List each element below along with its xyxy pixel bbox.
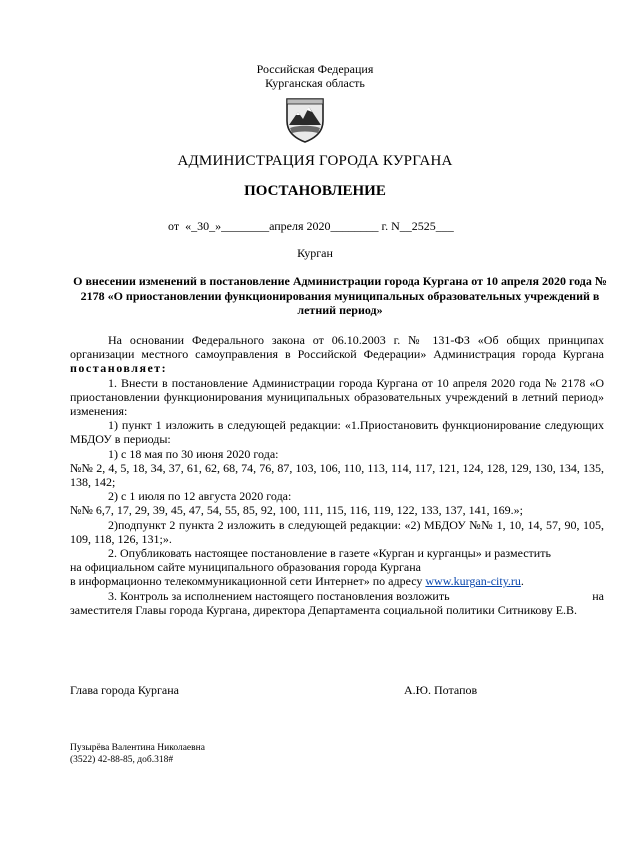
- paragraph-2-line-2: на официальном сайте муниципального образования города Кургана: [70, 560, 422, 575]
- intro-paragraph: [70, 333, 604, 376]
- signature-name: А.Ю. Потапов: [404, 683, 478, 697]
- paragraph-3-text: 3. Контроль за исполнением настоящего постановления возложить: [108, 588, 450, 603]
- list-1: №№ 2, 4, 5, 18, 34, 37, 61, 62, 68, 74, 76, 87, 103, 106, 110, 113, 114, 117, 121, 124, 128, 129, 130, 134, 135, 138, 142;: [70, 460, 604, 490]
- period-1: 1) с 18 мая по 30 июня 2020 года:: [108, 446, 279, 461]
- paragraph-2-line-3: [70, 574, 604, 588]
- decree-word: постановляет:: [70, 361, 168, 376]
- administration-name: АДМИНИСТРАЦИЯ ГОРОДА КУРГАНА: [177, 153, 453, 169]
- kurgan-coat-of-arms-icon: [281, 95, 329, 143]
- signature-position: Глава города Кургана: [70, 683, 179, 697]
- paragraph-2-line-1: 2. Опубликовать настоящее постановление в газете «Курган и курганцы» и разместить: [108, 546, 551, 561]
- document-body: [70, 333, 604, 617]
- executor-phone: (3522) 42-88-85, доб.318#: [70, 755, 174, 765]
- list-2: №№ 6,7, 17, 29, 39, 45, 47, 54, 55, 85, 92, 100, 111, 115, 116, 119, 122, 133, 137, 141, 169.»;: [70, 503, 524, 518]
- paragraph-3-line-2: заместителя Главы города Кургана, директора Департамента социальной политики Ситникову Е.В.: [70, 602, 578, 617]
- paragraph-1-subitem-1: 1) пункт 1 изложить в следующей редакции: «1.Приостановить функционирование следующих МБДОУ в периоды:: [70, 418, 604, 447]
- paragraph-2-end: .: [520, 574, 524, 589]
- intro-text: На основании Федерального закона от 06.10.2003 г. № 131-ФЗ «Об общих принципах организации местного самоуправления в Российской Федерации» Администрация города Кургана: [70, 333, 604, 362]
- website-link[interactable]: www.kurgan-city.ru: [425, 574, 521, 589]
- executor-name: Пузырёва Валентина Николаевна: [70, 743, 205, 753]
- header-region: Курганская область: [265, 76, 365, 90]
- paragraph-3-na: на: [592, 588, 604, 603]
- city-name: Курган: [297, 246, 333, 260]
- header-country: Российская Федерация: [256, 62, 374, 76]
- paragraph-1-subitem-2: 2)подпункт 2 пункта 2 изложить в следующей редакции: «2) МБДОУ №№ 1, 10, 14, 57, 90, 105, 109, 118, 126, 131;».: [70, 517, 604, 546]
- executor-block: [70, 742, 205, 766]
- paragraph-2-text: в информационно телекоммуникационной сети Интернет» по адресу: [70, 574, 426, 589]
- document-type: ПОСТАНОВЛЕНИЕ: [244, 183, 386, 199]
- document-subject: О внесении изменений в постановление Администрации города Кургана от 10 апреля 2020 года № 2178 «О приостановлении функционирования муниципальных образовательных учреждений в летний период»: [73, 274, 607, 317]
- period-2: 2) с 1 июля по 12 августа 2020 года:: [108, 489, 292, 504]
- date-number-line: от «_30_»________апреля 2020________ г. N__2525___: [168, 219, 454, 233]
- paragraph-1: 1. Внести в постановление Администрации города Кургана от 10 апреля 2020 года № 2178 «О приостановлении функционирования муниципальных образовательных учреждений в летний период» изменения:: [70, 375, 604, 419]
- paragraph-3-line-1: [70, 589, 604, 603]
